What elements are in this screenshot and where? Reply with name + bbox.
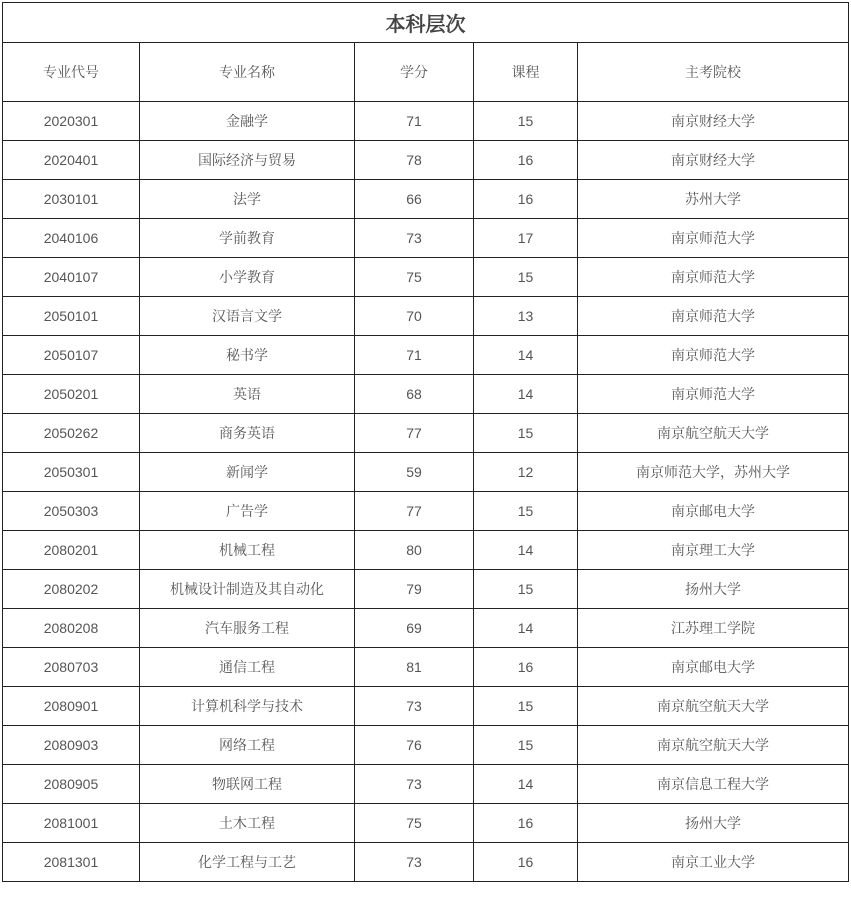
cell-credits: 75 — [355, 804, 474, 843]
cell-school: 南京邮电大学 — [578, 648, 849, 687]
header-name: 专业名称 — [140, 43, 355, 102]
header-credits: 学分 — [355, 43, 474, 102]
cell-school: 苏州大学 — [578, 180, 849, 219]
cell-courses: 15 — [474, 414, 578, 453]
cell-name: 通信工程 — [140, 648, 355, 687]
cell-code: 2020401 — [3, 141, 140, 180]
cell-courses: 14 — [474, 609, 578, 648]
cell-school: 南京信息工程大学 — [578, 765, 849, 804]
cell-courses: 14 — [474, 531, 578, 570]
table-row — [3, 726, 849, 765]
title-row — [3, 3, 849, 43]
cell-name: 计算机科学与技术 — [140, 687, 355, 726]
cell-courses: 12 — [474, 453, 578, 492]
cell-name: 金融学 — [140, 102, 355, 141]
cell-courses: 17 — [474, 219, 578, 258]
cell-courses: 16 — [474, 843, 578, 882]
table-row — [3, 180, 849, 219]
cell-credits: 59 — [355, 453, 474, 492]
cell-code: 2081001 — [3, 804, 140, 843]
cell-name: 网络工程 — [140, 726, 355, 765]
table-row — [3, 219, 849, 258]
table-title: 本科层次 — [3, 3, 849, 43]
cell-code: 2080901 — [3, 687, 140, 726]
header-code: 专业代号 — [3, 43, 140, 102]
cell-name: 秘书学 — [140, 336, 355, 375]
table-row — [3, 609, 849, 648]
cell-courses: 14 — [474, 765, 578, 804]
cell-courses: 15 — [474, 492, 578, 531]
cell-school: 南京师范大学 — [578, 375, 849, 414]
cell-courses: 15 — [474, 258, 578, 297]
cell-credits: 73 — [355, 219, 474, 258]
cell-credits: 73 — [355, 687, 474, 726]
cell-credits: 66 — [355, 180, 474, 219]
cell-school: 扬州大学 — [578, 570, 849, 609]
table-row — [3, 765, 849, 804]
cell-school: 南京工业大学 — [578, 843, 849, 882]
cell-credits: 76 — [355, 726, 474, 765]
cell-credits: 73 — [355, 765, 474, 804]
cell-school: 南京师范大学 — [578, 336, 849, 375]
cell-code: 2050201 — [3, 375, 140, 414]
cell-school: 南京财经大学 — [578, 102, 849, 141]
cell-code: 2040106 — [3, 219, 140, 258]
cell-name: 新闻学 — [140, 453, 355, 492]
cell-school: 南京师范大学 — [578, 219, 849, 258]
cell-name: 汽车服务工程 — [140, 609, 355, 648]
cell-name: 商务英语 — [140, 414, 355, 453]
cell-credits: 78 — [355, 141, 474, 180]
cell-school: 南京师范大学 — [578, 258, 849, 297]
cell-courses: 15 — [474, 102, 578, 141]
cell-courses: 14 — [474, 336, 578, 375]
cell-courses: 15 — [474, 687, 578, 726]
cell-school: 南京航空航天大学 — [578, 687, 849, 726]
cell-courses: 15 — [474, 726, 578, 765]
cell-name: 国际经济与贸易 — [140, 141, 355, 180]
cell-courses: 16 — [474, 180, 578, 219]
cell-code: 2081301 — [3, 843, 140, 882]
table-row — [3, 453, 849, 492]
header-courses: 课程 — [474, 43, 578, 102]
cell-school: 江苏理工学院 — [578, 609, 849, 648]
cell-name: 机械工程 — [140, 531, 355, 570]
cell-name: 学前教育 — [140, 219, 355, 258]
cell-credits: 77 — [355, 414, 474, 453]
cell-courses: 14 — [474, 375, 578, 414]
cell-name: 汉语言文学 — [140, 297, 355, 336]
cell-school: 南京师范大学，苏州大学 — [578, 453, 849, 492]
cell-credits: 81 — [355, 648, 474, 687]
cell-name: 机械设计制造及其自动化 — [140, 570, 355, 609]
cell-code: 2020301 — [3, 102, 140, 141]
cell-code: 2080903 — [3, 726, 140, 765]
majors-table — [2, 2, 849, 882]
cell-code: 2030101 — [3, 180, 140, 219]
cell-name: 小学教育 — [140, 258, 355, 297]
cell-school: 南京邮电大学 — [578, 492, 849, 531]
cell-code: 2080201 — [3, 531, 140, 570]
cell-credits: 68 — [355, 375, 474, 414]
cell-courses: 16 — [474, 648, 578, 687]
cell-school: 南京师范大学 — [578, 297, 849, 336]
cell-name: 土木工程 — [140, 804, 355, 843]
cell-courses: 15 — [474, 570, 578, 609]
cell-code: 2080703 — [3, 648, 140, 687]
table-row — [3, 648, 849, 687]
cell-code: 2050303 — [3, 492, 140, 531]
cell-code: 2050301 — [3, 453, 140, 492]
cell-school: 南京航空航天大学 — [578, 726, 849, 765]
cell-school: 扬州大学 — [578, 804, 849, 843]
cell-school: 南京财经大学 — [578, 141, 849, 180]
cell-courses: 16 — [474, 804, 578, 843]
cell-code: 2050262 — [3, 414, 140, 453]
cell-code: 2080202 — [3, 570, 140, 609]
table-row — [3, 297, 849, 336]
cell-name: 化学工程与工艺 — [140, 843, 355, 882]
cell-credits: 79 — [355, 570, 474, 609]
table-row — [3, 804, 849, 843]
table-row — [3, 102, 849, 141]
cell-credits: 75 — [355, 258, 474, 297]
header-school: 主考院校 — [578, 43, 849, 102]
cell-courses: 16 — [474, 141, 578, 180]
cell-code: 2050107 — [3, 336, 140, 375]
table-row — [3, 570, 849, 609]
cell-code: 2040107 — [3, 258, 140, 297]
table-row — [3, 336, 849, 375]
cell-credits: 80 — [355, 531, 474, 570]
cell-code: 2080208 — [3, 609, 140, 648]
cell-name: 广告学 — [140, 492, 355, 531]
cell-credits: 77 — [355, 492, 474, 531]
table-row — [3, 492, 849, 531]
cell-credits: 70 — [355, 297, 474, 336]
cell-courses: 13 — [474, 297, 578, 336]
cell-school: 南京航空航天大学 — [578, 414, 849, 453]
cell-credits: 69 — [355, 609, 474, 648]
cell-credits: 73 — [355, 843, 474, 882]
cell-code: 2050101 — [3, 297, 140, 336]
cell-name: 物联网工程 — [140, 765, 355, 804]
cell-name: 英语 — [140, 375, 355, 414]
header-row — [3, 43, 849, 102]
table-row — [3, 375, 849, 414]
table-row — [3, 414, 849, 453]
cell-code: 2080905 — [3, 765, 140, 804]
cell-school: 南京理工大学 — [578, 531, 849, 570]
table-row — [3, 843, 849, 882]
cell-name: 法学 — [140, 180, 355, 219]
cell-credits: 71 — [355, 336, 474, 375]
table-row — [3, 531, 849, 570]
table-row — [3, 141, 849, 180]
table-row — [3, 258, 849, 297]
cell-credits: 71 — [355, 102, 474, 141]
table-row — [3, 687, 849, 726]
